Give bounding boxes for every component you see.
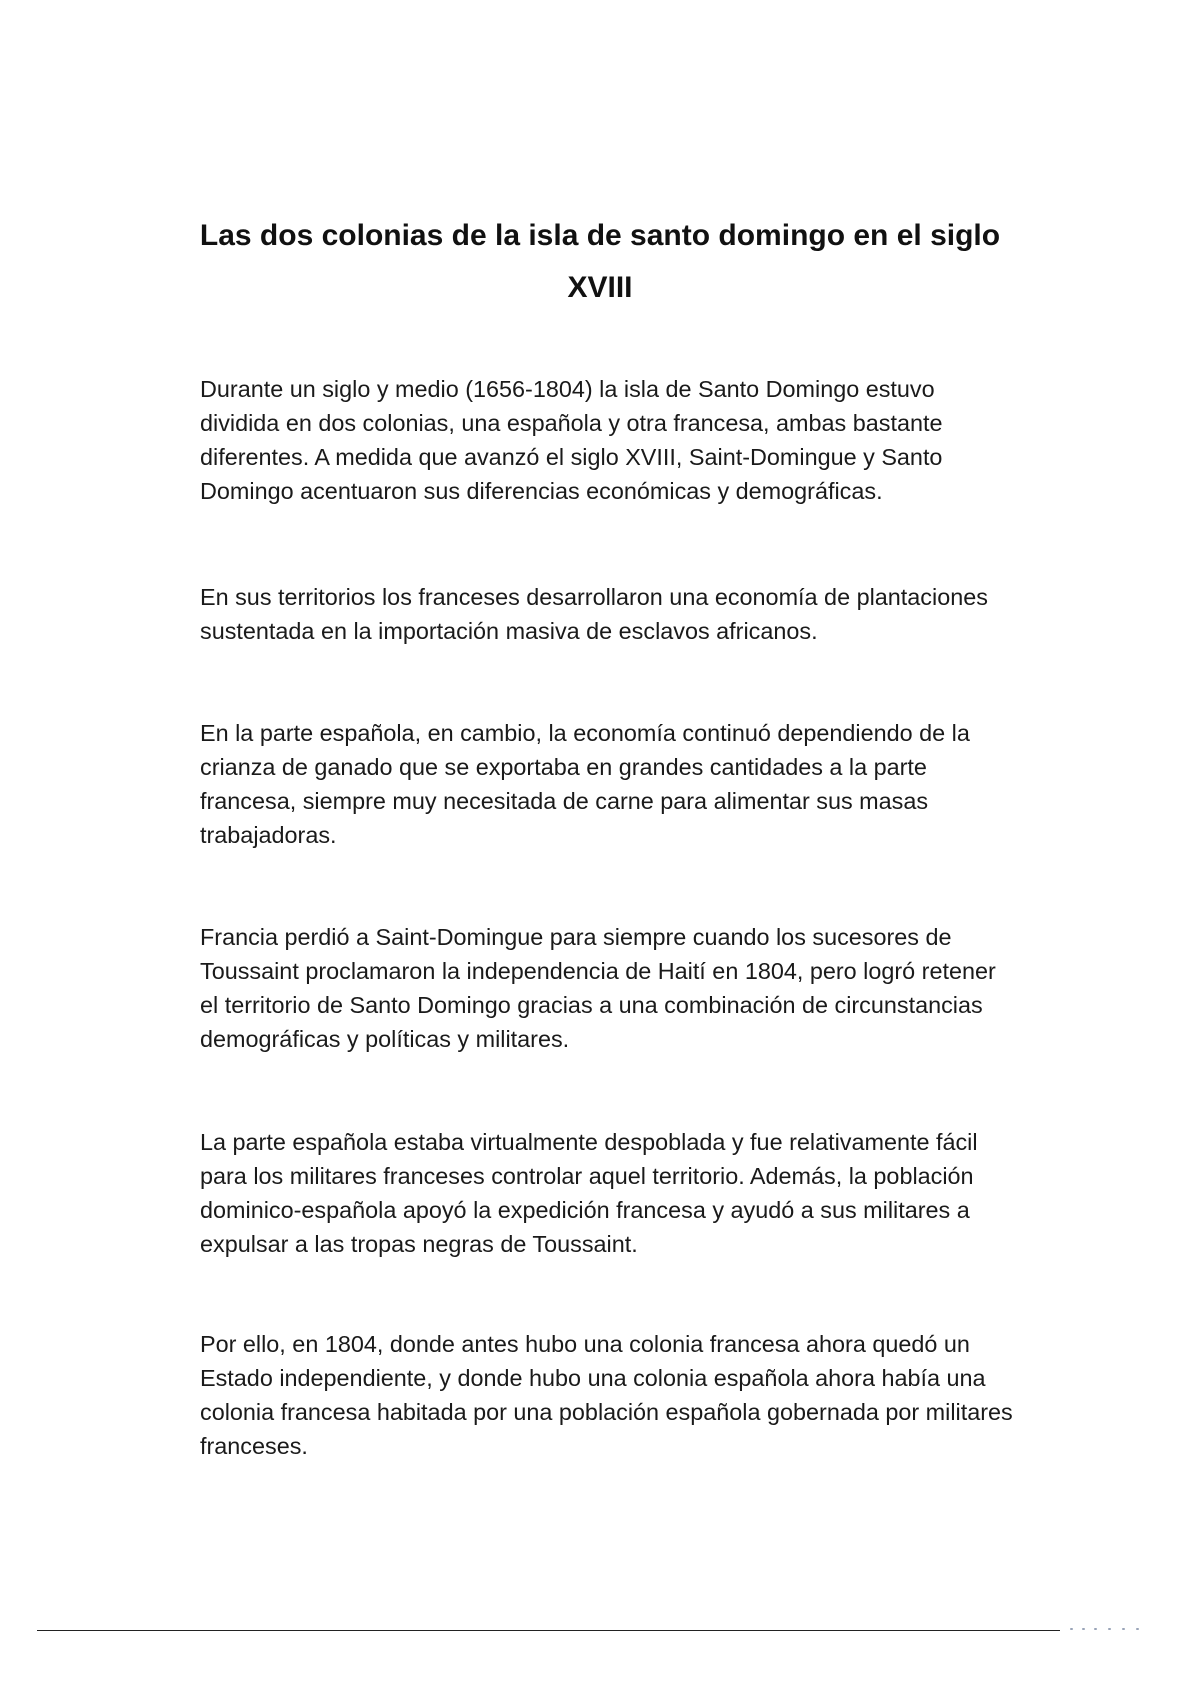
paragraph-5: La parte española estaba virtualmente despoblada y fue relativamente fácil para los militares franceses controlar aquel territorio. Además, la población dominico-española apoyó la expedición francesa y ayudó a sus militares a expulsar a las tropas negras de Toussaint.	[200, 1129, 978, 1257]
footer-mark	[1136, 1628, 1139, 1630]
footer-watermark	[1068, 1624, 1148, 1634]
footer-mark	[1094, 1628, 1097, 1630]
paragraph-3: En la parte española, en cambio, la economía continuó dependiendo de la crianza de ganado que se exportaba en grandes cantidades a la parte francesa, siempre muy necesitada de carne para alimentar sus masas trabajadoras.	[200, 720, 970, 848]
paragraph-2: En sus territorios los franceses desarrollaron una economía de plantaciones sustentada en la importación masiva de esclavos africanos.	[200, 584, 988, 644]
footer-divider	[37, 1630, 1060, 1631]
footer-mark	[1070, 1628, 1073, 1630]
document-title: Las dos colonias de la isla de santo domingo en el siglo XVIII	[199, 219, 1001, 304]
paragraph-4: Francia perdió a Saint-Domingue para siempre cuando los sucesores de Toussaint proclamaron la independencia de Haití en 1804, pero logró retener el territorio de Santo Domingo gracias a una combinación de circunstancias demográficas y políticas y militares.	[200, 924, 996, 1052]
footer-mark	[1082, 1628, 1085, 1630]
footer-mark	[1122, 1628, 1125, 1630]
paragraph-1: Durante un siglo y medio (1656-1804) la isla de Santo Domingo estuvo dividida en dos colonias, una española y otra francesa, ambas bastante diferentes. A medida que avanzó el siglo XVIII, Saint-Domingue y Santo Domingo acentuaron sus diferencias económicas y demográficas.	[200, 376, 943, 504]
paragraph-6: Por ello, en 1804, donde antes hubo una colonia francesa ahora quedó un Estado independiente, y donde hubo una colonia española ahora había una colonia francesa habitada por una población española gobernada por militares franceses.	[200, 1331, 1013, 1459]
footer-mark	[1108, 1628, 1111, 1630]
